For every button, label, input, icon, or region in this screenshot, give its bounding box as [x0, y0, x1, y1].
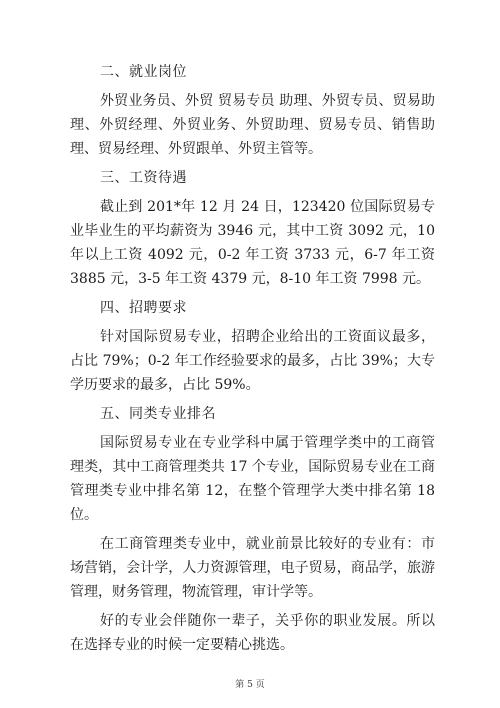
section-recruitment-requirements	[70, 296, 435, 397]
section-employment-positions	[70, 60, 435, 161]
section-heading: 三、工资待遇	[100, 170, 187, 186]
section-major-ranking	[70, 402, 435, 657]
document-body	[70, 60, 435, 662]
section-heading: 二、就业岗位	[100, 64, 187, 80]
page-number: 第 5 页	[235, 680, 265, 690]
section-salary	[70, 166, 435, 291]
paragraph: 好的专业会伴随你一辈子，关乎你的职业发展。所以在选择专业的时候一定要精心挑选。	[70, 613, 435, 653]
paragraph: 在工商管理类专业中，就业前景比较好的专业有：市场营销，会计学，人力资源管理，电子贸易，商品学，旅游管理，财务管理，物流管理，审计学等。	[70, 536, 435, 600]
paragraph: 外贸业务员、外贸 贸易专员 助理、外贸专员、贸易助理、外贸经理、外贸业务、外贸助理、贸易专员、销售助理、贸易经理、外贸跟单、外贸主管等。	[70, 93, 435, 157]
paragraph: 针对国际贸易专业，招聘企业给出的工资面议最多，占比 79%；0-2 年工作经验要求的最多，占比 39%；大专学历要求的最多，占比 59%。	[70, 329, 435, 393]
paragraph: 国际贸易专业在专业学科中属于管理学类中的工商管理类，其中工商管理类共 17 个专业，国际贸易专业在工商管理类专业中排名第 12，在整个管理学大类中排名第 18 位。	[70, 435, 435, 523]
section-heading: 四、招聘要求	[100, 300, 187, 316]
paragraph: 截止到 201*年 12 月 24 日，123420 位国际贸易专业毕业生的平均薪资为 3946 元，其中工资 3092 元，10 年以上工资 4092 元，0-2 年工资 3733 元，6-7 年工资 3885 元，3-5 年工资 4379 元，8-10 年工资 7998 元。	[70, 199, 435, 287]
section-heading: 五、同类专业排名	[100, 406, 216, 422]
